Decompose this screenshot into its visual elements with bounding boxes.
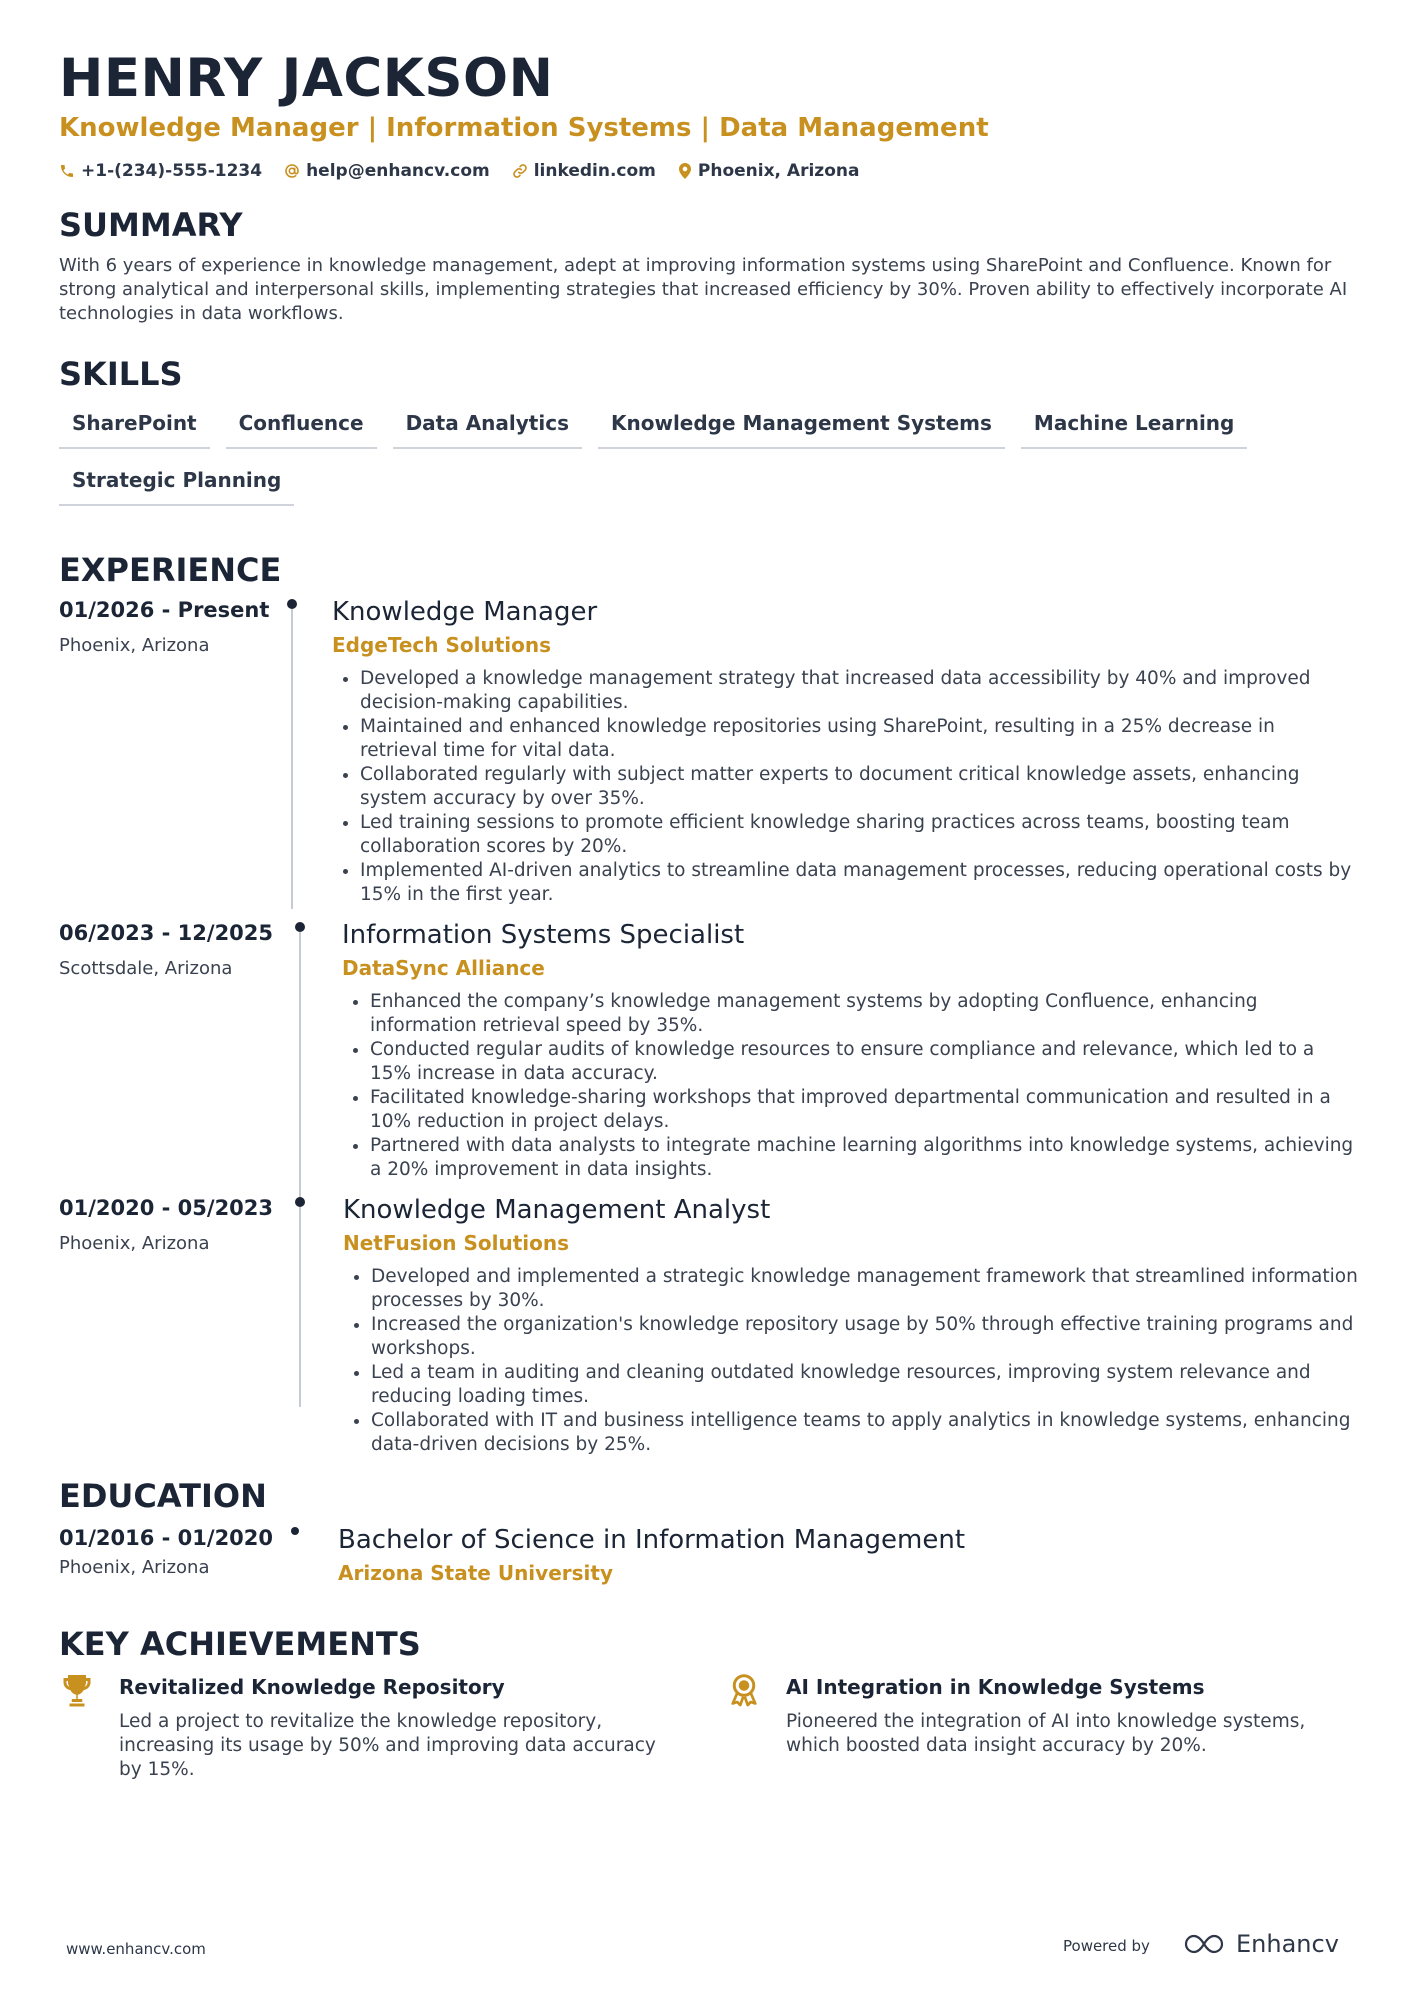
bullet-item: • Increased the organization's knowledge repository usage by 50% through effective training programs and workshops. (371, 1313, 1359, 1361)
experience-meta (59, 918, 273, 982)
experience-details (332, 595, 1357, 907)
job-bullets (343, 1265, 1359, 1457)
email-address: help@enhancv.com (306, 161, 490, 181)
bullet-item: • Led a team in auditing and cleaning outdated knowledge resources, improving system relevance and reducing loading times. (371, 1361, 1359, 1409)
footer-website-link[interactable]: www.enhancv.com (66, 1940, 206, 1958)
phone-icon (59, 163, 75, 179)
contact-bar (59, 158, 881, 184)
at-sign-icon (284, 163, 300, 179)
bullet-item: • Enhanced the company’s knowledge management systems by adopting Confluence, enhancing information retrieval speed by 35%. (370, 990, 1359, 1038)
degree-title: Bachelor of Science in Information Management (338, 1525, 966, 1555)
contact-phone[interactable] (59, 161, 262, 181)
achievement-text: Led a project to revitalize the knowledge repository, increasing its usage by 50% and improving data accuracy by 15%. (119, 1711, 656, 1780)
enhancv-logo-icon (1182, 1932, 1228, 1956)
experience-location: Phoenix, Arizona (59, 1233, 210, 1254)
experience-dates: 01/2020 - 05/2023 (59, 1196, 274, 1220)
bullet-item: • Conducted regular audits of knowledge resources to ensure compliance and relevance, which led to a 15% increase in data accuracy. (370, 1038, 1359, 1086)
experience-details (342, 918, 1359, 1182)
timeline-dot (295, 1197, 305, 1207)
brand-name: Enhancv (1236, 1930, 1339, 1958)
contact-email[interactable] (284, 161, 490, 181)
summary-text: With 6 years of experience in knowledge management, adept at improving information systems using SharePoint and Confluence. Known for strong analytical and interpersonal skills, implementing strategies that increased efficiency by 30%. Proven ability to effectively incorporate AI technologies in data workflows. (59, 255, 1348, 324)
education-dates: 01/2016 - 01/2020 (59, 1526, 274, 1550)
company-name[interactable]: EdgeTech Solutions (332, 633, 552, 657)
timeline-line (299, 932, 301, 1200)
experience-details (343, 1193, 1359, 1457)
skill-chip: SharePoint (59, 406, 210, 449)
achievement-text: Pioneered the integration of AI into knowledge systems, which boosted data insight accuracy by 20%. (786, 1711, 1306, 1756)
trophy-icon (59, 1672, 95, 1708)
skill-chip: Knowledge Management Systems (598, 406, 1005, 449)
location-text: Phoenix, Arizona (697, 161, 860, 181)
skills-heading: SKILLS (59, 355, 183, 393)
bullet-item: • Partnered with data analysts to integrate machine learning algorithms into knowledge systems, achieving a 20% improvement in data insights. (370, 1134, 1359, 1182)
experience-dates: 06/2023 - 12/2025 (59, 921, 274, 945)
bullet-item: • Collaborated regularly with subject matter experts to document critical knowledge assets, enhancing system accuracy by over 35%. (360, 763, 1357, 811)
experience-heading: EXPERIENCE (59, 551, 282, 589)
skill-chip: Machine Learning (1021, 406, 1247, 449)
phone-number: +1-(234)-555-1234 (81, 161, 263, 181)
job-title: Knowledge Management Analyst (343, 1195, 771, 1225)
bullet-item: • Maintained and enhanced knowledge repositories using SharePoint, resulting in a 25% decrease in retrieval time for vital data. (360, 715, 1357, 763)
job-title: Knowledge Manager (332, 597, 598, 627)
bullet-item: • Collaborated with IT and business intelligence teams to apply analytics in knowledge systems, enhancing data-driven decisions by 25%. (371, 1409, 1359, 1457)
skill-chip: Data Analytics (393, 406, 582, 449)
timeline-dot (287, 599, 297, 609)
timeline-line (299, 1207, 301, 1407)
bullet-item: • Developed a knowledge management strategy that increased data accessibility by 40% and improved decision-making capabilities. (360, 667, 1357, 715)
experience-meta (59, 1193, 273, 1257)
company-name[interactable]: NetFusion Solutions (343, 1231, 570, 1255)
school-name[interactable]: Arizona State University (338, 1561, 613, 1585)
timeline-dot (291, 1527, 299, 1535)
headline: Knowledge Manager | Information Systems | Data Management (59, 113, 989, 143)
education-location: Phoenix, Arizona (59, 1557, 210, 1578)
job-title: Information Systems Specialist (342, 920, 745, 950)
experience-meta (59, 595, 269, 659)
bullet-item: • Implemented AI-driven analytics to streamline data management processes, reducing operational costs by 15% in the first year. (360, 859, 1357, 907)
contact-location (678, 161, 860, 181)
achievement-title: Revitalized Knowledge Repository (119, 1675, 505, 1699)
achievements-heading: KEY ACHIEVEMENTS (59, 1625, 421, 1663)
skill-chip: Confluence (226, 406, 377, 449)
brand-logo[interactable] (1182, 1930, 1339, 1958)
education-details (338, 1523, 1338, 1587)
timeline-line (291, 609, 293, 909)
footer-powered-by: Powered by (1063, 1937, 1150, 1955)
contact-link[interactable] (512, 161, 656, 181)
award-ribbon-icon (726, 1672, 762, 1708)
experience-location: Scottsdale, Arizona (59, 958, 233, 979)
job-bullets (332, 667, 1357, 907)
bullet-item: • Facilitated knowledge-sharing workshops that improved departmental communication and resulted in a 10% reduction in project delays. (370, 1086, 1359, 1134)
profile-link: linkedin.com (533, 161, 656, 181)
experience-location: Phoenix, Arizona (59, 635, 210, 656)
bullet-item: • Led training sessions to promote efficient knowledge sharing practices across teams, boosting team collaboration scores by 20%. (360, 811, 1357, 859)
bullet-item: • Developed and implemented a strategic knowledge management framework that streamlined information processes by 30%. (371, 1265, 1359, 1313)
skill-chip: Strategic Planning (59, 463, 294, 506)
timeline-dot (295, 922, 305, 932)
achievement-title: AI Integration in Knowledge Systems (786, 1675, 1205, 1699)
company-name[interactable]: DataSync Alliance (342, 956, 545, 980)
link-icon (512, 163, 528, 179)
skills-list (59, 406, 1299, 520)
summary-heading: SUMMARY (59, 206, 243, 244)
candidate-name: HENRY JACKSON (59, 48, 554, 109)
job-bullets (342, 990, 1359, 1182)
education-meta (59, 1523, 273, 1581)
education-heading: EDUCATION (59, 1477, 267, 1515)
location-pin-icon (678, 163, 692, 179)
experience-dates: 01/2026 - Present (59, 598, 270, 622)
